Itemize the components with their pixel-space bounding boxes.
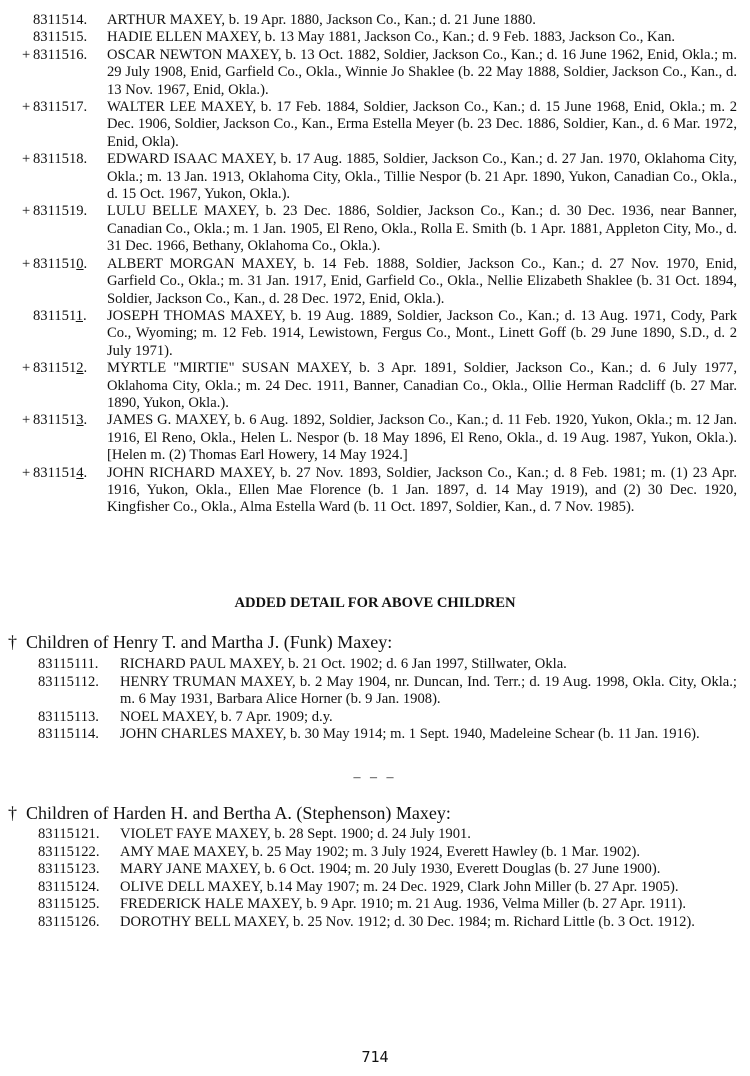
list-item <box>0 360 750 412</box>
group-heading <box>8 803 451 823</box>
entry-text: HADIE ELLEN MAXEY, b. 13 May 1881, Jackson Co., Kan.; d. 9 Feb. 1883, Jackson Co., Kan. <box>107 29 676 46</box>
entry-number: 8311514. <box>33 12 88 28</box>
descendant-marker: + <box>22 203 31 220</box>
entry-number: 83115111. <box>38 656 99 672</box>
descendant-marker: + <box>22 255 31 272</box>
descendant-marker: + <box>22 151 31 168</box>
entry-number: 83115114. <box>38 726 99 743</box>
entry-text: OSCAR NEWTON MAXEY, b. 13 Oct. 1882, Soldier, Jackson Co., Kan.; d. 16 June 1962, Enid, Okla.; m. 29 July 1908, Enid, Garfield Co., Okla., Winnie Jo Shaklee (b. 22 May 1888, Soldier, Jackson Co., Kan., d. 13 Nov. 1967, Enid, Okla.). <box>107 46 737 98</box>
entry-text: WALTER LEE MAXEY, b. 17 Feb. 1884, Soldier, Jackson Co., Kan.; d. 15 June 1968, Enid, Okla.; m. 2 Dec. 1906, Soldier, Jackson Co., Kan., Erma Estella Meyer (b. 23 Dec. 1886, Soldier, Kan., d. 6 Mar. 1972, Enid, Okla). <box>107 99 737 150</box>
grandchildren-list <box>0 656 750 744</box>
entry-number: 8311516. <box>33 46 88 63</box>
entry-text: NOEL MAXEY, b. 7 Apr. 1909; d.y. <box>120 708 333 725</box>
descendant-marker: + <box>22 412 31 429</box>
group-title-text: Children of Harden H. and Bertha A. (Stephenson) Maxey: <box>26 803 451 823</box>
entry-text: RICHARD PAUL MAXEY, b. 21 Oct. 1902; d. 6 Jan 1997, Stillwater, Okla. <box>120 656 567 672</box>
entry-number: 83115124. <box>38 878 100 895</box>
entry-text: DOROTHY BELL MAXEY, b. 25 Nov. 1912; d. 30 Dec. 1984; m. Richard Little (b. 3 Oct. 1912). <box>120 913 695 930</box>
entry-number: 83115125. <box>38 896 100 913</box>
descendant-marker: + <box>22 360 31 377</box>
list-item <box>0 709 750 727</box>
entry-number: 83115123. <box>38 861 100 878</box>
list-item <box>0 896 750 914</box>
list-item <box>0 844 750 862</box>
entry-number: 8311518. <box>33 151 88 168</box>
list-item <box>0 914 750 932</box>
grandchildren-list <box>0 826 750 932</box>
children-list <box>0 12 750 517</box>
entry-text: ALBERT MORGAN MAXEY, b. 14 Feb. 1888, Soldier, Jackson Co., Kan.; d. 27 Nov. 1970, Enid, Garfield Co., Okla.; m. 31 Jan. 1917, Enid, Garfield Co., Okla., Nellie Elizabeth Shaklee (b. 31 Oct. 1894, Soldier, Jackson Co., Kan., d. 28 Dec. 1972, Enid, Okla.). <box>107 255 737 307</box>
entry-number: 83115121. <box>38 826 100 842</box>
list-item <box>0 203 750 255</box>
entry-text: JOSEPH THOMAS MAXEY, b. 19 Aug. 1889, Soldier, Jackson Co., Kan.; d. 13 Aug. 1971, Cody, Park Co., Wyoming; m. 12 Feb. 1914, Lewistown, Fergus Co., Mont., Linett Goff (b. 29 June 1890, S.D., d. 2 July 1971). <box>107 307 737 359</box>
entry-number: 83115113. <box>38 708 99 725</box>
list-item <box>0 308 750 360</box>
entry-number: 83115126. <box>38 913 100 930</box>
entry-number: 8311511. <box>33 307 87 324</box>
group-heading <box>8 632 392 652</box>
list-item <box>0 151 750 203</box>
page-number: 714 <box>361 1048 389 1066</box>
list-item <box>0 826 750 844</box>
entry-text: FREDERICK HALE MAXEY, b. 9 Apr. 1910; m. 21 Aug. 1936, Velma Miller (b. 27 Apr. 1911). <box>120 896 687 913</box>
entry-number: 8311517. <box>33 99 88 116</box>
descendant-marker: + <box>22 46 31 63</box>
list-item <box>0 861 750 879</box>
entry-number: 83115122. <box>38 843 100 860</box>
list-item <box>0 674 750 709</box>
list-item <box>0 656 750 674</box>
dagger-icon: † <box>8 632 17 652</box>
list-item <box>0 256 750 308</box>
list-item <box>0 29 750 46</box>
entry-text: JOHN CHARLES MAXEY, b. 30 May 1914; m. 1 Sept. 1940, Madeleine Schear (b. 11 Jan. 1916). <box>120 726 700 743</box>
section-separator: – – – <box>353 770 397 785</box>
entry-text: JAMES G. MAXEY, b. 6 Aug. 1892, Soldier, Jackson Co., Kan.; d. 11 Feb. 1920, Yukon, Okla.; m. 12 Jan. 1916, El Reno, Okla., Helen L. Nespor (b. 18 May 1896, El Reno, Okla., d. 19 Aug. 1987, Yukon, Okla.). [Helen m. (2) Thomas Earl Howery, 14 May 1924.] <box>107 412 737 464</box>
list-item <box>0 465 750 517</box>
list-item <box>0 47 750 99</box>
list-item <box>0 879 750 897</box>
entry-number: 8311512. <box>33 360 88 377</box>
entry-text: VIOLET FAYE MAXEY, b. 28 Sept. 1900; d. 24 July 1901. <box>120 826 471 842</box>
dagger-icon: † <box>8 803 17 823</box>
entry-number: 8311510. <box>33 255 88 272</box>
list-item <box>0 12 750 29</box>
entry-text: LULU BELLE MAXEY, b. 23 Dec. 1886, Soldier, Jackson Co., Kan.; d. 30 Dec. 1936, near Banner, Canadian Co., Okla.; m. 1 Jan. 1905, El Reno, Okla., Rolla E. Smith (b. 1 Apr. 1881, Appleton City, Mo., d. 31 Dec. 1966, Bethany, Oklahoma Co., Okla.). <box>107 203 737 255</box>
section-heading: ADDED DETAIL FOR ABOVE CHILDREN <box>234 595 516 611</box>
entry-number: 83115112. <box>38 673 99 690</box>
entry-number: 8311515. <box>33 29 88 46</box>
list-item <box>0 412 750 464</box>
entry-text: HENRY TRUMAN MAXEY, b. 2 May 1904, nr. Duncan, Ind. Terr.; d. 19 Aug. 1998, Okla. City, Okla.; m. 6 May 1931, Barbara Alice Horner (b. 9 Jan. 1908). <box>120 673 737 708</box>
entry-text: JOHN RICHARD MAXEY, b. 27 Nov. 1893, Soldier, Jackson Co., Kan.; d. 8 Feb. 1981; m. (1) 23 Apr. 1916, Yukon, Okla., Ellen Mae Florence (b. 1 Jan. 1897, d. 14 May 1919), and (2) 30 Dec. 1920, Kingfisher Co., Okla., Alma Estella Ward (b. 11 Oct. 1897, Soldier, Kan., d. 7 Nov. 1985). <box>107 464 737 516</box>
entry-text: MARY JANE MAXEY, b. 6 Oct. 1904; m. 20 July 1930, Everett Douglas (b. 27 June 1900). <box>120 861 661 878</box>
entry-number: 8311519. <box>33 203 88 220</box>
list-item <box>0 726 750 744</box>
entry-text: EDWARD ISAAC MAXEY, b. 17 Aug. 1885, Soldier, Jackson Co., Kan.; d. 27 Jan. 1970, Oklahoma City, Okla.; m. 13 Jan. 1913, Oklahoma City, Okla., Tillie Nespor (b. 21 Apr. 1890, Yukon, Canadian Co., Okla., d. 15 Oct. 1967, Yukon, Okla.). <box>107 151 737 203</box>
entry-text: OLIVE DELL MAXEY, b.14 May 1907; m. 24 Dec. 1929, Clark John Miller (b. 27 Apr. 1905). <box>120 878 679 895</box>
descendant-marker: + <box>22 464 31 481</box>
entry-number: 8311513. <box>33 412 88 429</box>
descendant-marker: + <box>22 99 31 116</box>
list-item <box>0 99 750 151</box>
entry-text: AMY MAE MAXEY, b. 25 May 1902; m. 3 July 1924, Everett Hawley (b. 1 Mar. 1902). <box>120 843 641 860</box>
entry-text: MYRTLE "MIRTIE" SUSAN MAXEY, b. 3 Apr. 1891, Soldier, Jackson Co., Kan.; d. 6 July 1977, Oklahoma City, Okla.; m. 24 Dec. 1911, Banner, Canadian Co., Okla., Ollie Herman Radcliff (b. 27 Mar. 1890, Yukon, Okla.). <box>107 360 737 411</box>
group-title-text: Children of Henry T. and Martha J. (Funk) Maxey: <box>26 632 393 652</box>
entry-number: 8311514. <box>33 464 88 481</box>
entry-text: ARTHUR MAXEY, b. 19 Apr. 1880, Jackson Co., Kan.; d. 21 June 1880. <box>107 12 536 28</box>
